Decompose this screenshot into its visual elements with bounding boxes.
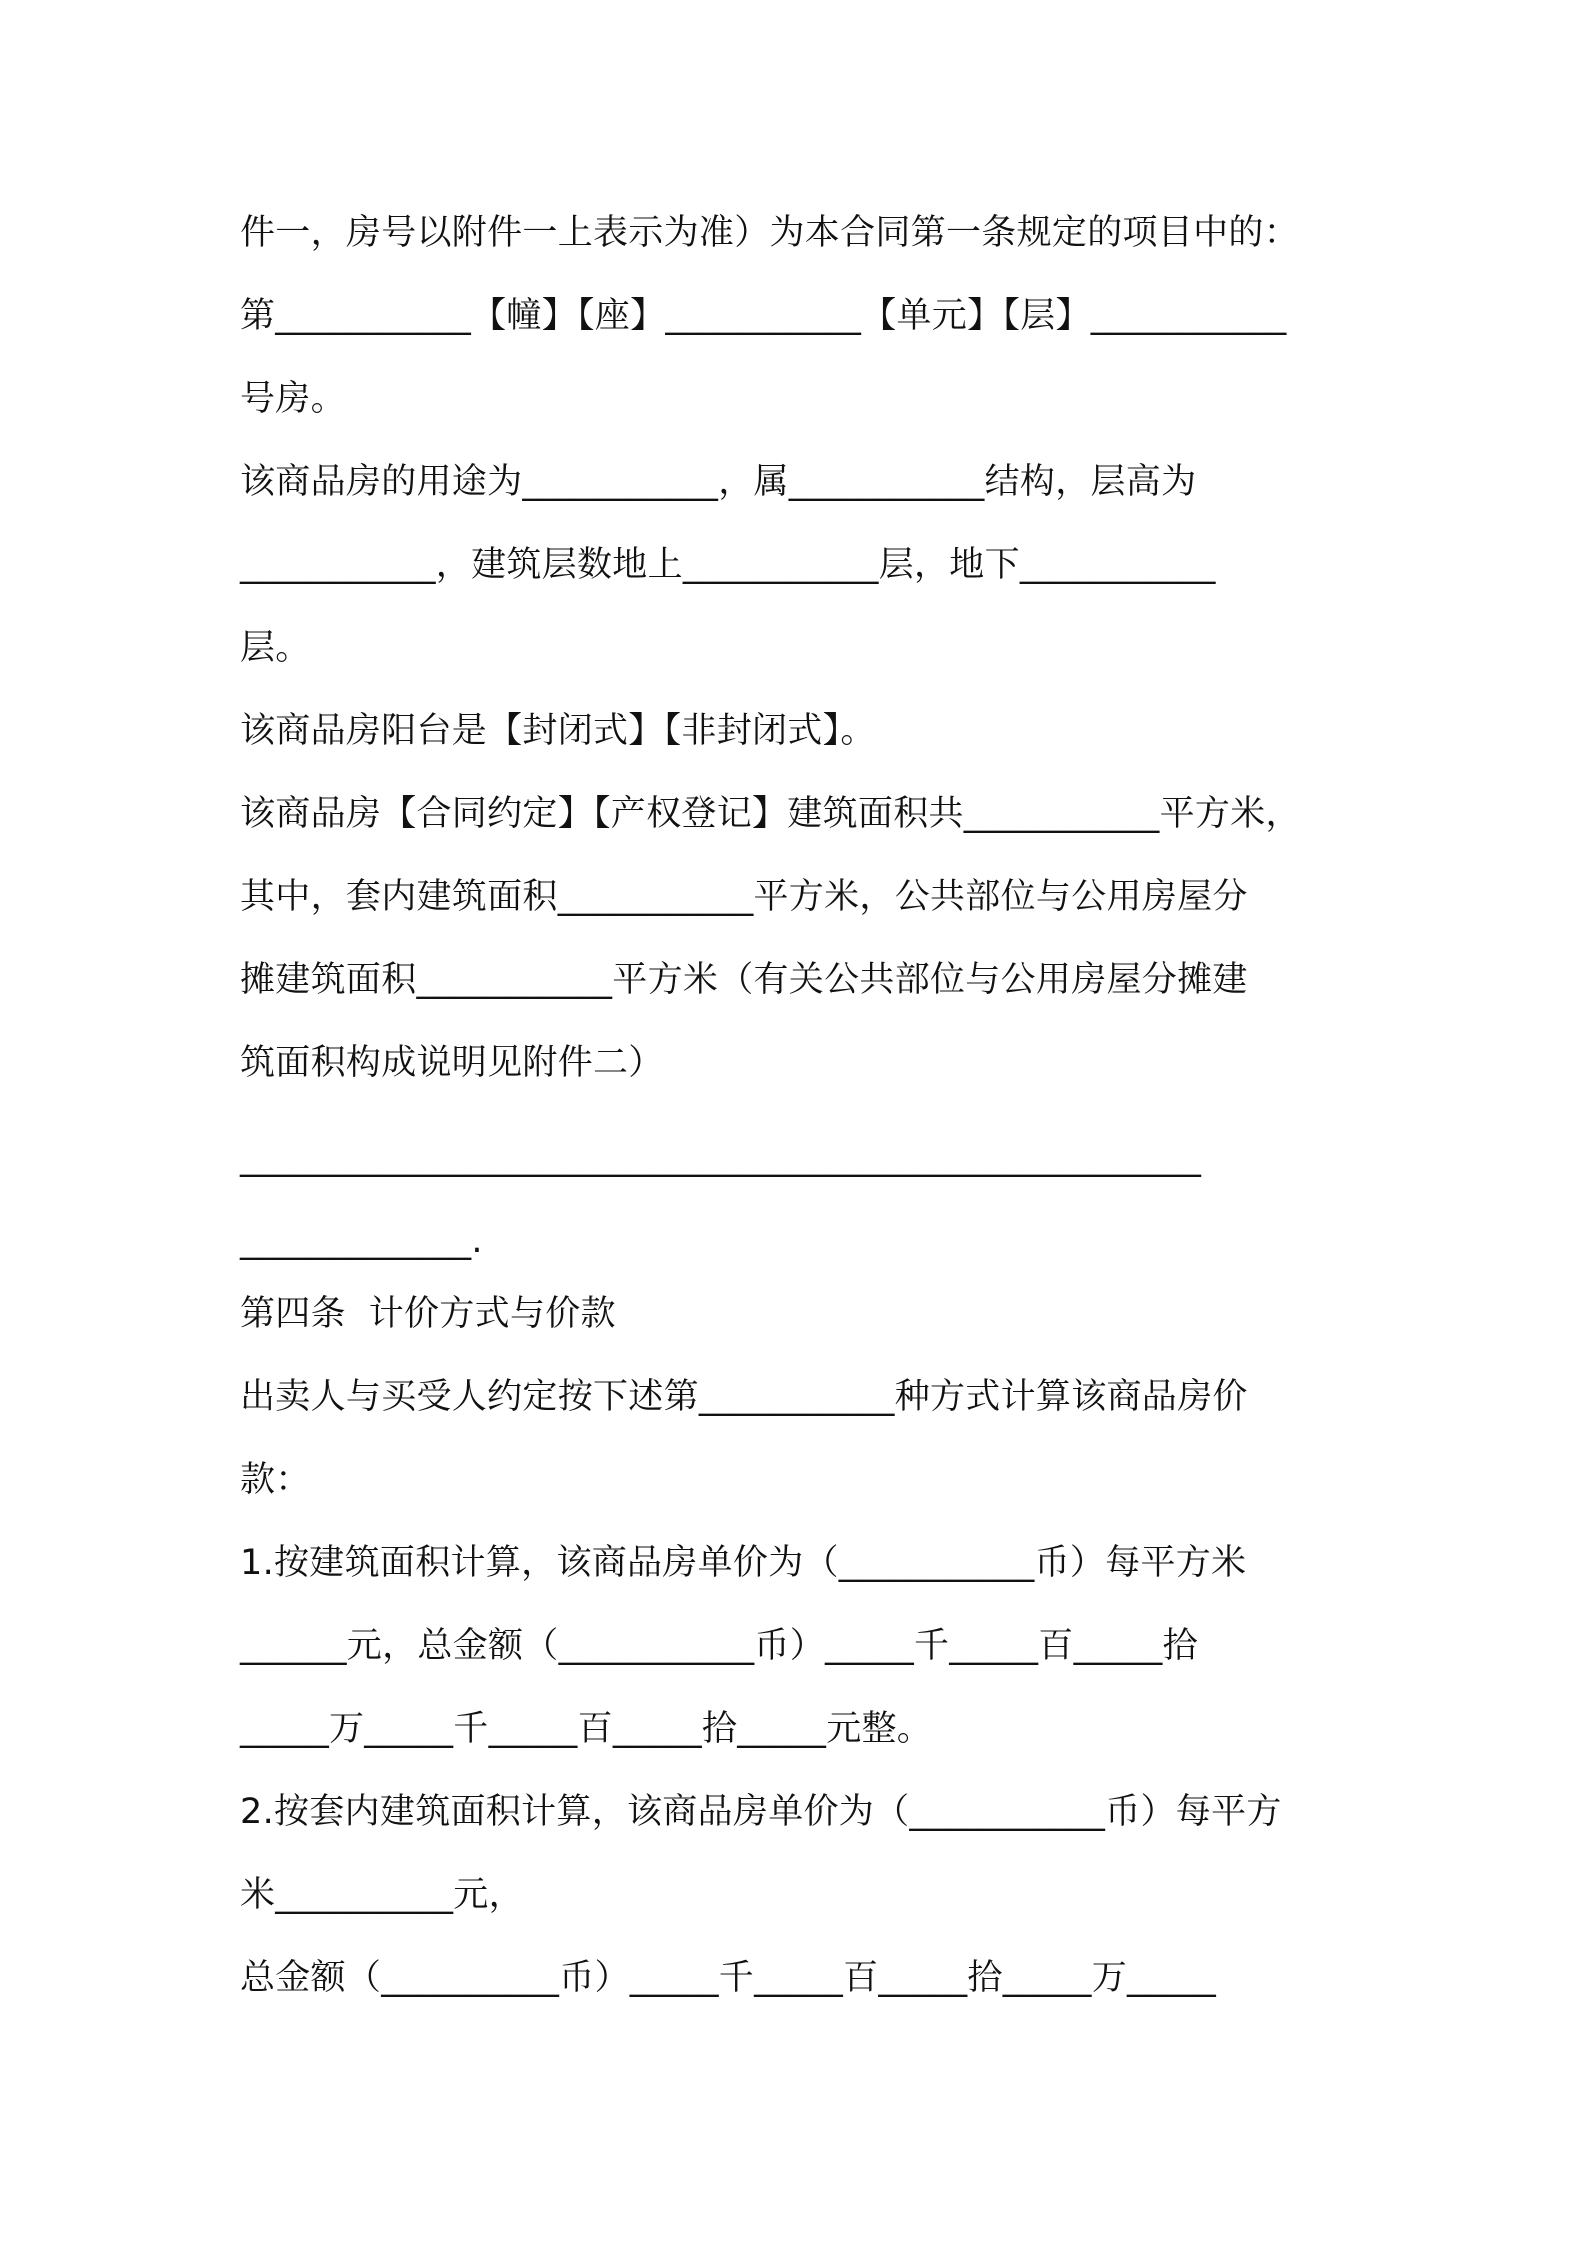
text-line: 筑面积构成说明见附件二） [240,1043,664,1083]
text-line: _____________. [240,1221,483,1261]
text-line: 该商品房的用途为___________，属___________结构，层高为 [240,462,1197,502]
text-line: 出卖人与买受人约定按下述第___________种方式计算该商品房价 [240,1377,1248,1417]
text-line: 2.按套内建筑面积计算，该商品房单价为（___________币）每平方 [240,1792,1282,1832]
text-line: 米__________元， [240,1875,524,1915]
text-line: 其中，套内建筑面积___________平方米，公共部位与公用房屋分 [240,877,1248,917]
text-line: 该商品房【合同约定】【产权登记】建筑面积共___________平方米， [240,794,1301,834]
text-line: 层。 [240,628,311,668]
text-line: 总金额（__________币）_____千_____百_____拾_____万_____ [240,1958,1217,1998]
text-line: ___________，建筑层数地上___________层，地下___________ [240,545,1216,585]
text-line: ______________________________________________________ [240,1138,1202,1178]
text-line: _____万_____千_____百_____拾_____元整。 [240,1709,933,1749]
text-line: ______元，总金额（___________币）_____千_____百_____拾 [240,1626,1198,1666]
text-line: 件一，房号以附件一上表示为准）为本合同第一条规定的项目中的： [240,213,1300,253]
text-line: 1.按建筑面积计算，该商品房单价为（___________币）每平方米 [240,1543,1247,1583]
text-line: 款： [240,1460,311,1500]
text-line: 号房。 [240,379,346,419]
text-line: 摊建筑面积___________平方米（有关公共部位与公用房屋分摊建 [240,960,1248,1000]
text-line: 第___________【幢】【座】___________【单元】【层】___________ [240,296,1287,336]
section-heading: 第四条 计价方式与价款 [240,1294,616,1334]
text-line: 该商品房阳台是【封闭式】【非封闭式】。 [240,711,876,751]
